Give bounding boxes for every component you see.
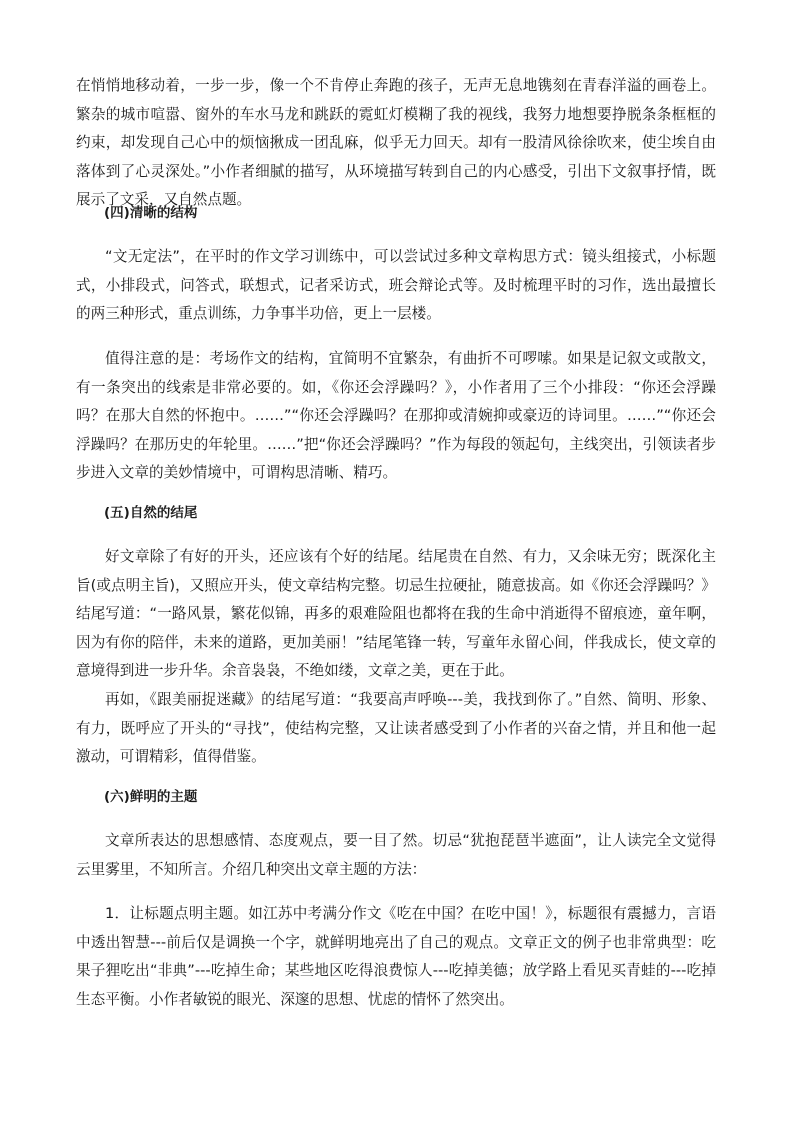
paragraph-ending-example-1: 好文章除了有好的开头，还应该有个好的结尾。结尾贵在自然、有力，又余味无穷；既深化主旨(或点明主旨)，又照应开头，使文章结构完整。切忌生拉硬扯，随意拔高。如《你还会浮躁吗？》结尾写道：“一路风景，繁花似锦，再多的艰难险阻也都将在我的生命中消逝得不留痕迹，童年啊，因为有你的陪伴，未来的道路，更加美丽！”结尾笔锋一转，写童年永留心间，伴我成长，使文章的意境得到进一步升华。余音袅袅，不绝如缕，文章之美，更在于此。 [76, 548, 716, 680]
section-heading-structure: (四)清晰的结构 [104, 205, 198, 221]
paragraph-theme-intro: 文章所表达的思想感情、态度观点，要一目了然。切忌“犹抱琵琶半遮面”，让人读完全文觉得云里雾里，不知所言。介绍几种突出文章主题的方法： [76, 832, 716, 878]
paragraph-structure-methods: “文无定法”，在平时的作文学习训练中，可以尝试过多种文章构思方式：镜头组接式，小标题式，小排段式，问答式，联想式，记者采访式，班会辩论式等。及时梳理平时的习作，选出最擅长的两三种形式，重点训练，力争事半功倍，更上一层楼。 [76, 248, 716, 323]
section-heading-ending: (五)自然的结尾 [104, 505, 198, 521]
paragraph-environment-description: 在悄悄地移动着，一步一步，像一个不肯停止奔跑的孩子，无声无息地镌刻在青春洋溢的画卷上。繁杂的城市喧嚣、窗外的车水马龙和跳跃的霓虹灯模糊了我的视线，我努力地想要挣脱条条框框的约束，却发现自己心中的烦恼揪成一团乱麻，似乎无力回天。却有一股清风徐徐吹来，使尘埃自由落体到了心灵深处。”小作者细腻的描写，从环境描写转到自己的内心感受，引出下文叙事抒情，既展示了文采，又自然点题。 [76, 77, 716, 209]
paragraph-ending-example-2: 再如，《跟美丽捉迷藏》的结尾写道：“我要高声呼唤---美，我找到你了。”自然、简明、形象、有力，既呼应了开头的“寻找”，使结构完整，又让读者感受到了小作者的兴奋之情，并且和他一起激动，可谓精彩，值得借鉴。 [76, 691, 716, 766]
paragraph-theme-method-1: 1．让标题点明主题。如江苏中考满分作文《吃在中国？在吃中国！》，标题很有震撼力，言语中透出智慧---前后仅是调换一个字，就鲜明地亮出了自己的观点。文章正文的例子也非常典型：吃果子狸吃出“非典”---吃掉生命；某些地区吃得浪费惊人---吃掉美德；放学路上看见买青蛙的---吃掉生态平衡。小作者敏锐的眼光、深邃的思想、忧虑的情怀了然突出。 [76, 905, 716, 1008]
section-heading-theme: (六)鲜明的主题 [104, 789, 198, 805]
paragraph-structure-notes: 值得注意的是：考场作文的结构，宜简明不宜繁杂，有曲折不可啰嗦。如果是记叙文或散文，有一条突出的线索是非常必要的。如，《你还会浮躁吗？》，小作者用了三个小排段：“你还会浮躁吗？在那大自然的怀抱中。……”“你还会浮躁吗？在那抑或清婉抑或豪迈的诗词里。……”“你还会浮躁吗？在那历史的年轮里。……”把“你还会浮躁吗？”作为每段的领起句，主线突出，引领读者步步进入文章的美妙情境中，可谓构思清晰、精巧。 [76, 350, 716, 482]
